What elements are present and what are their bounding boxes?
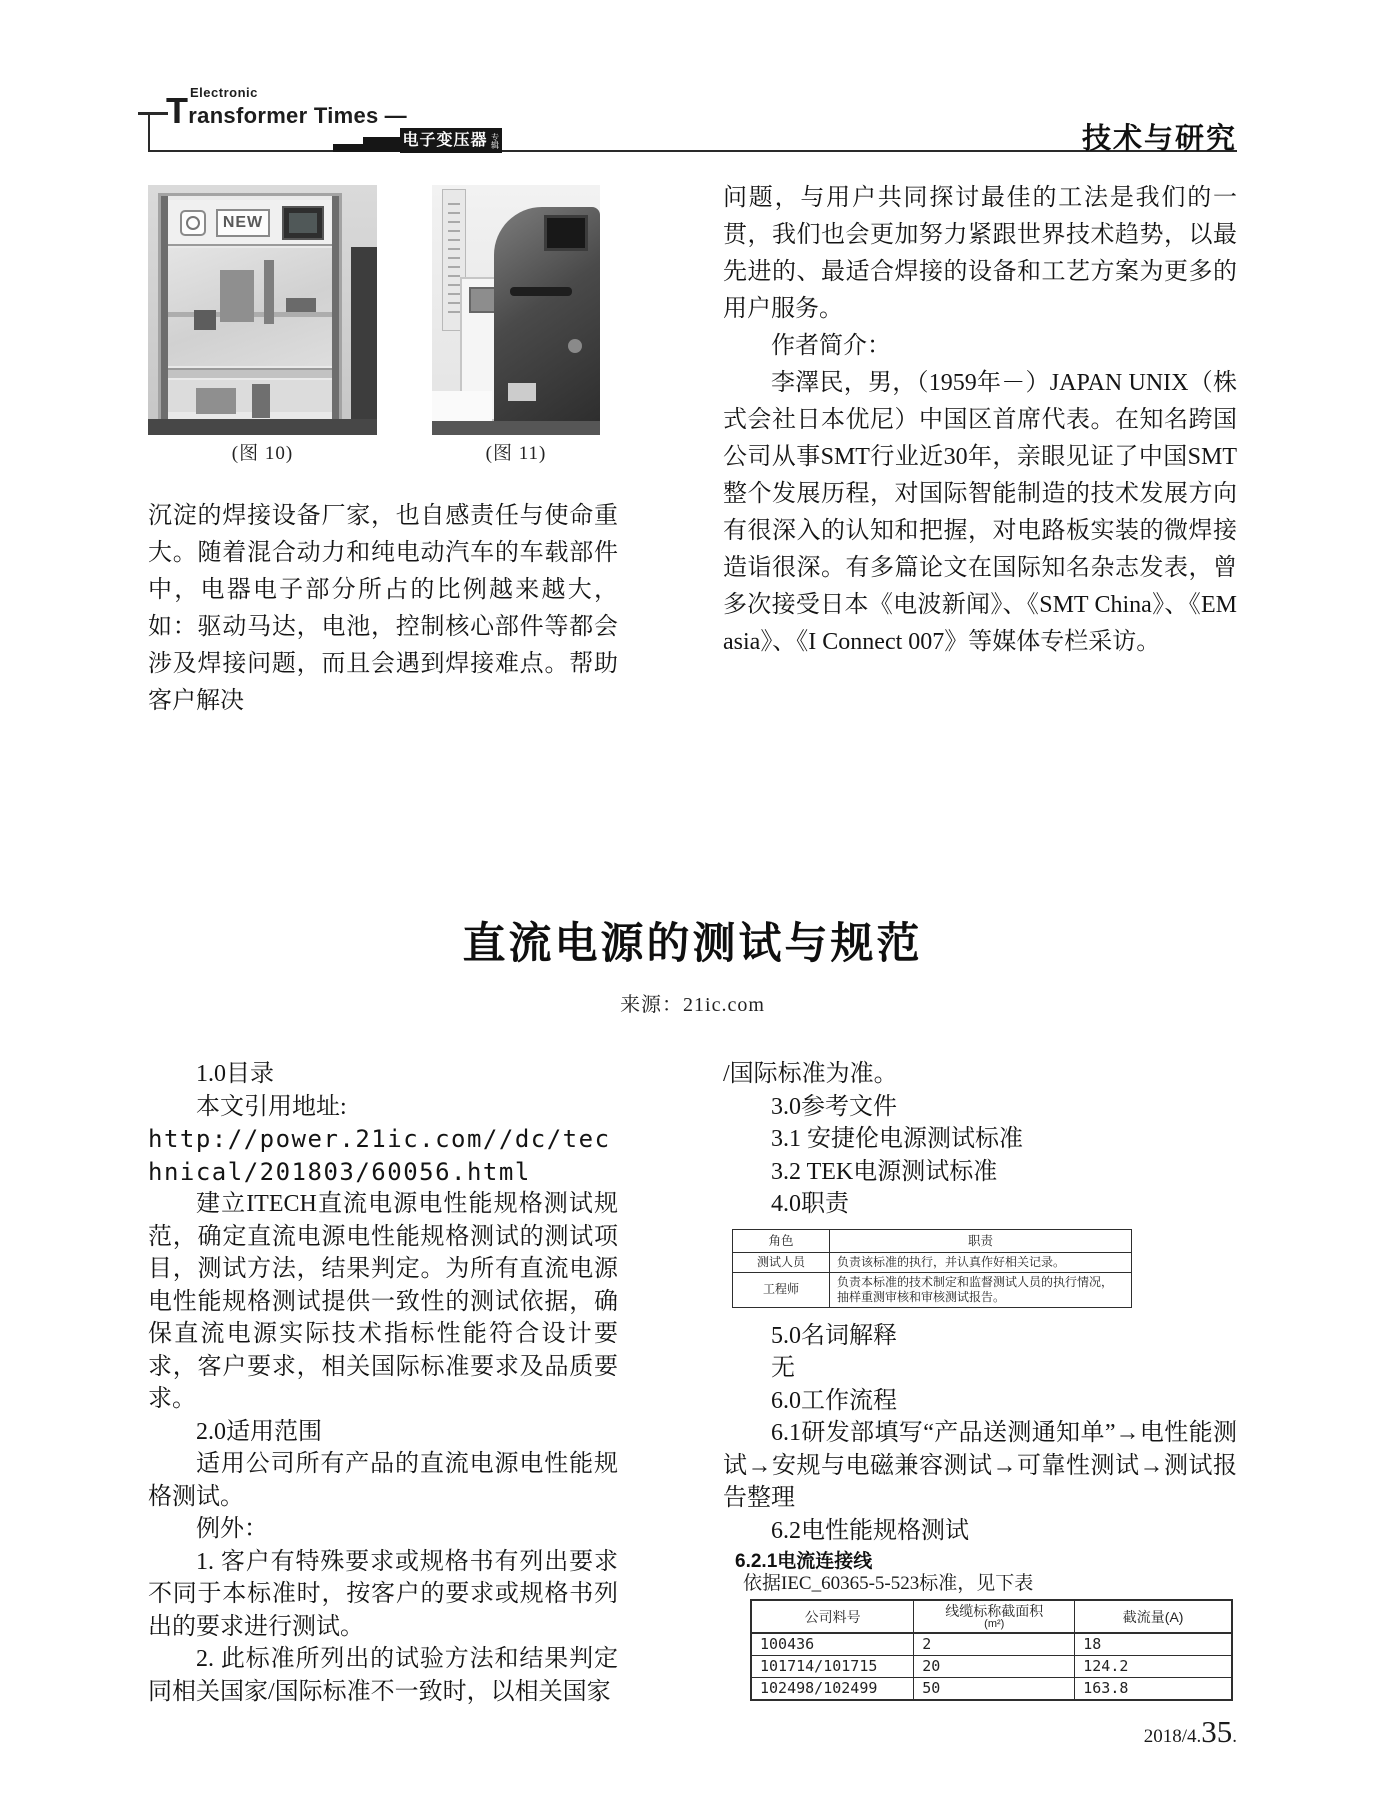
cables-table xyxy=(750,1599,1233,1701)
machine-part xyxy=(252,384,270,418)
photo-background-pillar xyxy=(351,247,377,419)
article-paragraph: 6.2电性能规格测试 xyxy=(771,1517,969,1544)
table-header-text: 线缆标称截面积 xyxy=(945,1603,1044,1619)
article-left-column xyxy=(148,1058,618,1708)
figure-11-caption: (图 11) xyxy=(485,443,547,464)
section-heading: 5.0名词解释 xyxy=(771,1322,897,1349)
intro-left-column xyxy=(148,498,618,720)
table-header-cell: 公司料号 xyxy=(751,1600,914,1633)
photo-floor xyxy=(432,421,600,435)
machine-post xyxy=(332,196,339,420)
machine-part xyxy=(196,388,236,414)
logo-rest: ransformer Times xyxy=(188,103,379,128)
new-sign: NEW xyxy=(216,209,270,237)
table-cell: 20 xyxy=(914,1656,1075,1678)
table-row xyxy=(751,1633,1232,1656)
photo-floor xyxy=(148,419,377,435)
logo-dash: — xyxy=(384,103,407,128)
article-url: http://power.21ic.com//dc/technical/201803/60056.html xyxy=(148,1125,611,1186)
table-header-unit: (m²) xyxy=(984,1618,1005,1630)
table-cell: 2 xyxy=(914,1633,1075,1656)
machine-monitor xyxy=(282,206,324,240)
intro-paragraph: 问题，与用户共同探讨最佳的工法是我们的一贯，我们也会更加努力紧跟世界技术趋势，以最先进的、最适合焊接的设备和工艺方案为更多的用户服务。 xyxy=(723,185,1237,322)
table-row xyxy=(751,1656,1232,1678)
badge-suffix: 专辑 xyxy=(490,132,500,149)
table-cell: 18 xyxy=(1075,1633,1232,1656)
machine-part xyxy=(220,270,254,322)
table-header-row xyxy=(733,1229,1132,1252)
article-right-column xyxy=(723,1058,1237,1701)
machine-monitor xyxy=(544,215,588,251)
machine-knob xyxy=(568,339,582,353)
machine-post xyxy=(161,196,168,420)
article-paragraph: 建立ITECH直流电源电性能规格测试规范，确定直流电源电性能规格测试的测试项目，测试方法，结果判定。为所有直流电源电性能规格测试提供一致性的测试依据，确保直流电源实际技术指标性能符合设计要求，客户要求，相关国际标准要求及品质要求。 xyxy=(148,1191,618,1412)
table-header-cell: 角色 xyxy=(733,1229,830,1252)
page-number: 35 xyxy=(1201,1714,1233,1749)
article-source: 来源：21ic.com xyxy=(620,994,765,1016)
table-cell: 124.2 xyxy=(1075,1656,1232,1678)
article-paragraph: /国际标准为准。 xyxy=(723,1061,898,1087)
article-paragraph: 本文引用地址: xyxy=(196,1093,347,1120)
machine-part xyxy=(194,310,216,330)
author-bio: 李澤民，男，（1959年－）JAPAN UNIX（株式会社日本优尼）中国区首席代表。在知名跨国公司从事SMT行业近30年，亲眼见证了中国SMT整个发展历程，对国际智能制造的技术发展方向有很深入的认知和把握，对电路板实装的微焊接造诣很深。有多篇论文在国际知名杂志发表，曾多次接受日本《电波新闻》、《SMT China》、《EM asia》、《I Connect 007》等媒体专栏采访。 xyxy=(723,370,1237,655)
logo-letter-t: T xyxy=(166,90,189,131)
article-paragraph: 1. 客户有特殊要求或规格书有列出要求不同于本标准时，按客户的要求或规格书列出的要求进行测试。 xyxy=(148,1548,618,1640)
machine-top-panel xyxy=(168,200,332,246)
header-corner-line-vertical xyxy=(148,112,150,152)
article-paragraph: 适用公司所有产品的直流电源电性能规格测试。 xyxy=(148,1451,618,1510)
logo-electronic: Electronic xyxy=(190,85,258,100)
header-corner-line xyxy=(138,112,168,115)
machine-part xyxy=(264,260,274,324)
table-row xyxy=(751,1678,1232,1701)
table-cell: 102498/102499 xyxy=(751,1678,914,1701)
table-cell: 163.8 xyxy=(1075,1678,1232,1701)
table-header-row xyxy=(751,1600,1232,1633)
machine-handle xyxy=(510,287,572,296)
author-heading: 作者简介： xyxy=(771,333,891,359)
machine-part xyxy=(286,298,316,312)
figure-10-caption: (图 10) xyxy=(231,443,294,464)
magazine-badge xyxy=(400,128,502,153)
table-cell: 负责该标准的执行，并认真作好相关记录。 xyxy=(830,1252,1132,1272)
table-cell: 100436 xyxy=(751,1633,914,1656)
table-cell: 50 xyxy=(914,1678,1075,1701)
article-title: 直流电源的测试与规范 xyxy=(462,921,923,968)
badge-step-decoration xyxy=(333,144,363,152)
table-header-cell xyxy=(914,1600,1075,1633)
section-heading: 2.0适用范围 xyxy=(196,1418,322,1445)
figure-10-photo xyxy=(148,185,377,435)
table-header-cell: 截流量(A) xyxy=(1075,1600,1232,1633)
badge-step-decoration xyxy=(363,137,400,152)
page-footer xyxy=(1000,1714,1237,1750)
section-heading: 4.0职责 xyxy=(771,1191,849,1217)
machine-glass-chamber xyxy=(168,248,332,366)
roles-table xyxy=(732,1229,1132,1308)
table-cell: 工程师 xyxy=(733,1272,830,1307)
table-cell: 负责本标准的技术制定和监督测试人员的执行情况，抽样重测审核和审核测试报告。 xyxy=(830,1272,1132,1307)
table-cell: 测试人员 xyxy=(733,1252,830,1272)
table-header-cell: 职责 xyxy=(830,1229,1132,1252)
section-heading: 1.0目录 xyxy=(196,1061,274,1087)
machine-enclosure xyxy=(158,193,342,423)
table-row xyxy=(733,1272,1132,1307)
subsection-heading: 6.2.1电流连接线 xyxy=(735,1551,873,1572)
table-row xyxy=(733,1252,1132,1272)
footer-issue: 2018/4. xyxy=(1143,1726,1202,1747)
magazine-logo xyxy=(166,85,407,131)
machine-shelf xyxy=(168,368,332,378)
article-paragraph: 2. 此标准所列出的试验方法和结果判定同相关国家/国际标准不一致时，以相关国家 xyxy=(148,1646,618,1705)
intro-right-column xyxy=(723,180,1237,661)
table-cell: 101714/101715 xyxy=(751,1656,914,1678)
footer-dot: . xyxy=(1232,1726,1237,1747)
section-label: 技术与研究 xyxy=(1081,123,1237,155)
figure-11-photo xyxy=(432,185,600,435)
section-heading: 6.0工作流程 xyxy=(771,1387,897,1414)
article-paragraph: 3.1 安捷伦电源测试标准 xyxy=(771,1126,1023,1152)
article-paragraph: 无 xyxy=(771,1355,795,1381)
intro-paragraph: 沉淀的焊接设备厂家，也自感责任与使命重大。随着混合动力和纯电动汽车的车载部件中，电器电子部分所占的比例越来越大，如：驱动马达，电池，控制核心部件等都会涉及焊接问题，而且会遇到焊接难点。帮助客户解决 xyxy=(148,503,618,714)
article-paragraph: 3.2 TEK电源测试标准 xyxy=(771,1158,998,1185)
soldering-machine xyxy=(494,207,600,421)
article-paragraph: 6.1研发部填写“产品送测通知单”→电性能测试→安规与电磁兼容测试→可靠性测试→测试报告整理 xyxy=(723,1420,1237,1511)
camera-logo-icon xyxy=(180,210,206,236)
machine-lower-section xyxy=(168,380,332,412)
badge-text: 电子变压器 xyxy=(402,131,488,149)
section-heading: 3.0参考文件 xyxy=(771,1093,897,1120)
subsection-note: 依据IEC_60365-5-523标准，见下表 xyxy=(743,1573,1034,1594)
article-paragraph: 例外： xyxy=(196,1516,268,1542)
machine-panel xyxy=(508,383,536,401)
